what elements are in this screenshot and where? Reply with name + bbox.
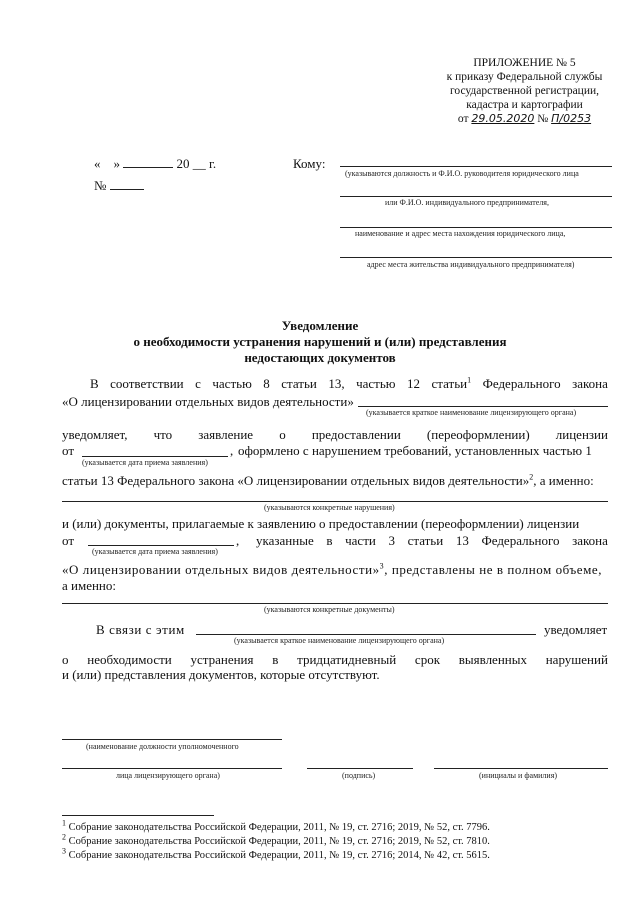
to-caption-3: наименование и адрес места нахождения юридического лица, [355, 229, 566, 238]
name-caption: (инициалы и фамилия) [479, 771, 558, 780]
violations-caption: (указываются конкретные нарушения) [264, 503, 395, 512]
violations-line[interactable] [62, 501, 608, 502]
position-line[interactable] [62, 739, 282, 740]
document-title: Уведомление о необходимости устранения нарушений и (или) представления недостающих документов [133, 318, 507, 365]
to-caption-2: или Ф.И.О. индивидуального предпринимателя, [385, 198, 549, 207]
p2-line1: уведомляет, что заявление о предоставлении (переоформлении) лицензии [62, 427, 608, 442]
appendix-date-row: от 29.05.2020 № П/0253 [457, 112, 592, 125]
p3-line3: «О лицензировании отдельных видов деятельности»$^3$, представлены не в полном объеме, [62, 561, 603, 577]
p3-line4: а именно: [62, 578, 116, 593]
p5-line1: о необходимости устранения в тридцатидневный срок выявленных нарушений [62, 652, 608, 667]
receipt-date-line-2[interactable] [88, 545, 234, 546]
documents-line[interactable] [62, 603, 608, 604]
appendix-number: П/0253 [551, 112, 592, 125]
licensing-body-line-2[interactable] [196, 634, 536, 635]
appendix-date: 29.05.2020 [471, 112, 535, 125]
receipt-date-line[interactable] [82, 456, 228, 457]
to-line-3[interactable] [340, 227, 612, 228]
to-line-1[interactable] [340, 166, 612, 167]
number-field[interactable]: № [94, 178, 144, 194]
appendix-line3: кадастра и картографии [466, 99, 583, 111]
to-caption-1: (указываются должность и Ф.И.О. руководителя юридического лица [345, 169, 579, 178]
p2-from: от [62, 443, 75, 458]
p2-line2: оформлено с нарушением требований, установленных частью 1 [238, 443, 592, 458]
appendix-block [437, 56, 612, 126]
p1-line1: В соответствии с частью 8 статьи 13, частью 12 статьи$^1$ Федерального закона [90, 375, 608, 391]
to-caption-4: адрес места жительства индивидуального предпринимателя) [367, 260, 575, 269]
p4-start: В связи с этим [96, 622, 185, 637]
p3-line1: и (или) документы, прилагаемые к заявлению о предоставлении (переоформлении) лицензии [62, 516, 580, 531]
receipt-date-caption: (указывается дата приема заявления) [82, 458, 208, 467]
licensing-body-caption: (указывается краткое наименование лицензирующего органа) [366, 408, 577, 417]
number-blank[interactable] [110, 189, 144, 190]
signature-line[interactable] [307, 768, 413, 769]
to-label: Кому: [293, 156, 326, 171]
signature-caption: (подпись) [342, 771, 376, 780]
documents-caption: (указываются конкретные документы) [264, 605, 395, 614]
p4-end: уведомляет [544, 622, 608, 637]
footnote-1: $^1$ Собрание законодательства Российской Федерации, 2011, № 19, ст. 2716; 2019, № 52, ст. 7796. [62, 818, 490, 833]
appendix-title: ПРИЛОЖЕНИЕ № 5 [473, 57, 576, 69]
p2-line3: статьи 13 Федерального закона «О лицензировании отдельных видов деятельности»$^2$, а именно: [62, 472, 594, 488]
p3-from: от [62, 533, 75, 548]
date-month-blank[interactable] [123, 167, 173, 168]
position-caption-2: лица лицензирующего органа) [116, 771, 220, 780]
p3-line2: указанные в части 3 статьи 13 Федерального закона [256, 533, 608, 548]
to-line-4[interactable] [340, 257, 612, 258]
footnote-divider [62, 815, 214, 816]
position-line-2[interactable] [62, 768, 282, 769]
footnote-3: $^3$ Собрание законодательства Российской Федерации, 2011, № 19, ст. 2716; 2014, № 42, ст. 5615. [62, 846, 490, 861]
receipt-date-caption-2: (указывается дата приема заявления) [92, 547, 218, 556]
to-line-2[interactable] [340, 196, 612, 197]
p1-line2: «О лицензировании отдельных видов деятельности» [62, 394, 354, 409]
position-caption: (наименование должности уполномоченного [86, 742, 239, 751]
p5-line2: и (или) представления документов, которые отсутствуют. [62, 667, 380, 682]
name-line[interactable] [434, 768, 608, 769]
appendix-line1: к приказу Федеральной службы [446, 71, 603, 83]
appendix-line2: государственной регистрации, [449, 85, 600, 97]
date-field[interactable]: « » 20 __ г. [94, 156, 217, 171]
licensing-body-line[interactable] [358, 406, 608, 407]
footnote-2: $^2$ Собрание законодательства Российской Федерации, 2011, № 19, ст. 2716; 2019, № 52, ст. 7810. [62, 832, 490, 847]
licensing-body-caption-2: (указывается краткое наименование лицензирующего органа) [234, 636, 445, 645]
